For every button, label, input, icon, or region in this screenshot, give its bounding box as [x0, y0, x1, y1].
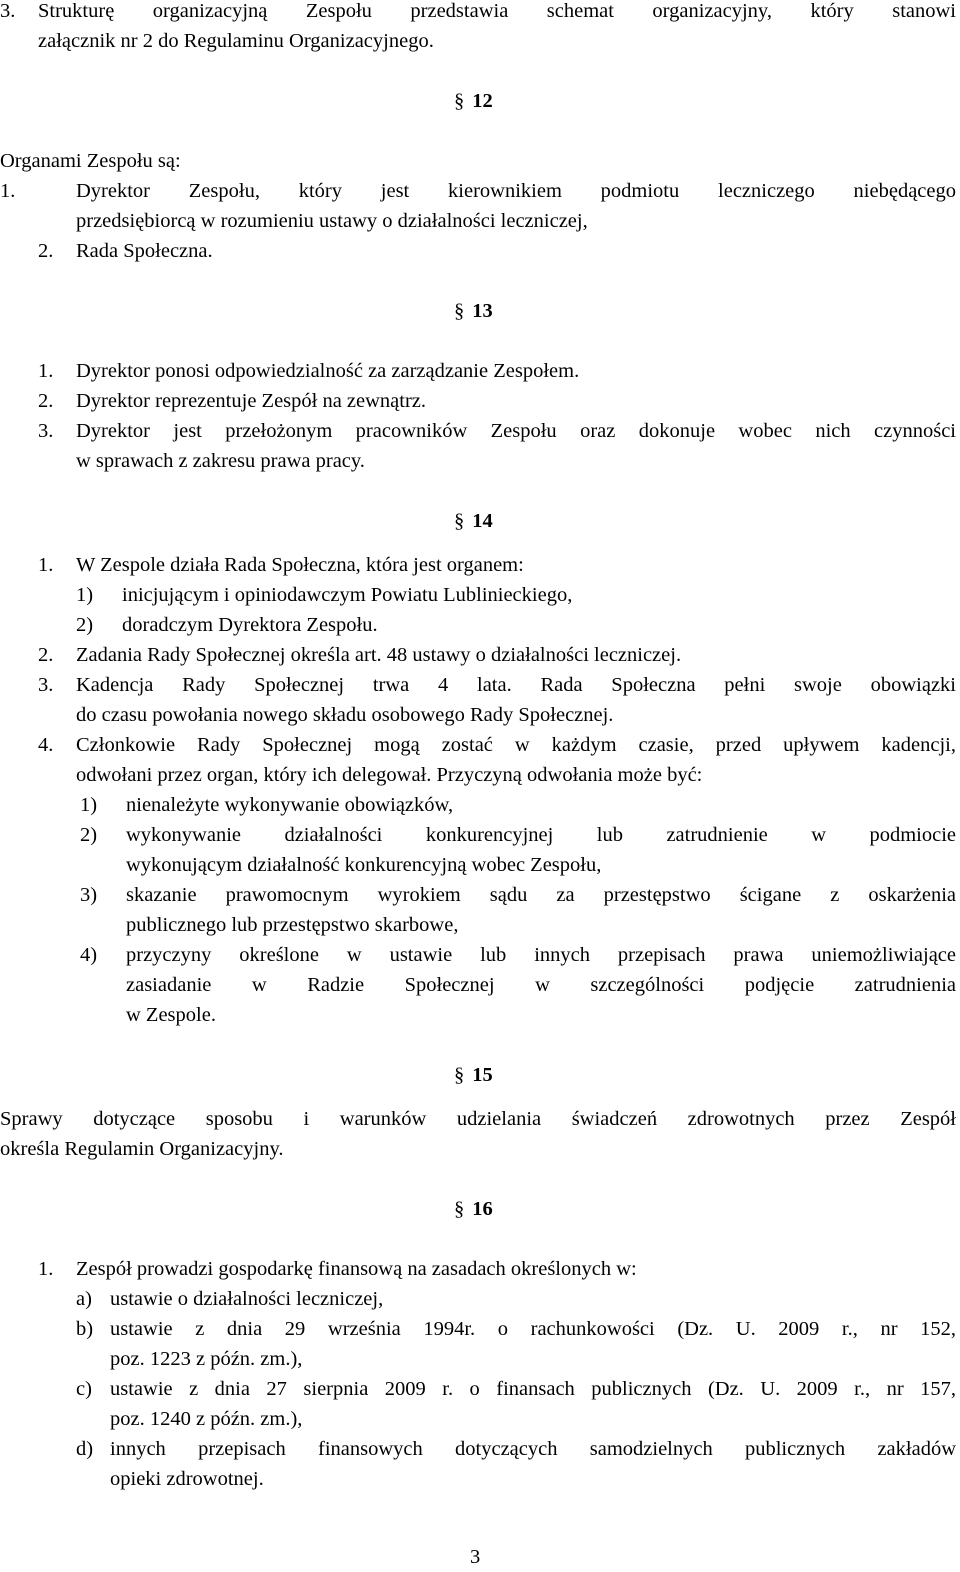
- list-item: Dyrektor reprezentuje Zespół na zewnątrz.: [76, 390, 427, 412]
- sub-list-item: nienależyte wykonywanie obowiązków,: [126, 794, 454, 816]
- item-number: 1.: [0, 180, 16, 202]
- sub-list-item: inicjującym i opiniodawczym Powiatu Lublinieckiego,: [122, 584, 573, 606]
- item-number: 3.: [0, 0, 16, 22]
- section-heading-15: [454, 1060, 493, 1090]
- section-sign: §: [454, 1198, 465, 1220]
- item-number: 4.: [38, 734, 54, 756]
- letter-item-cont: poz. 1240 z późn. zm.),: [110, 1408, 303, 1430]
- sub-list-item: wykonywanie działalności konkurencyjnej lub zatrudnienie w podmiocie: [126, 824, 956, 846]
- item-number: 1.: [38, 360, 54, 382]
- list-item: Kadencja Rady Społecznej trwa 4 lata. Rada Społeczna pełni swoje obowiązki: [76, 674, 956, 696]
- list-item: Rada Społeczna.: [76, 240, 213, 262]
- subitem-number: 2): [76, 614, 94, 636]
- section-number: 12: [472, 90, 493, 112]
- list-item: Zadania Rady Społecznej określa art. 48 ustawy o działalności leczniczej.: [76, 644, 682, 666]
- paragraph-line: Sprawy dotyczące sposobu i warunków udzielania świadczeń zdrowotnych przez Zespół: [0, 1108, 956, 1130]
- list-item-cont: odwołani przez organ, który ich delegował. Przyczyną odwołania może być:: [76, 764, 703, 786]
- list-item-cont: do czasu powołania nowego składu osobowego Rady Społecznej.: [76, 704, 614, 726]
- subitem-number: 3): [80, 884, 98, 906]
- list-item: Dyrektor Zespołu, który jest kierownikiem podmiotu leczniczego niebędącego: [76, 180, 956, 202]
- subitem-number: 1): [80, 794, 98, 816]
- paragraph-intro: Organami Zespołu są:: [0, 150, 181, 172]
- section-number: 15: [472, 1064, 493, 1086]
- letter-item-marker: d): [76, 1438, 94, 1460]
- list-item-cont: przedsiębiorcą w rozumieniu ustawy o działalności leczniczej,: [76, 210, 588, 232]
- section-heading-16: [454, 1194, 493, 1224]
- page-number: 3: [470, 1546, 481, 1568]
- section-sign: §: [454, 1064, 465, 1086]
- subitem-number: 2): [80, 824, 98, 846]
- subitem-number: 4): [80, 944, 98, 966]
- list-item-cont: w sprawach z zakresu prawa pracy.: [76, 450, 365, 472]
- letter-item: ustawie o działalności leczniczej,: [110, 1288, 384, 1310]
- letter-item-cont: opieki zdrowotnej.: [110, 1468, 264, 1490]
- section-heading-14: [454, 506, 493, 536]
- paragraph-line: załącznik nr 2 do Regulaminu Organizacyjnego.: [38, 30, 434, 52]
- item-number: 1.: [38, 554, 54, 576]
- sub-list-item: doradczym Dyrektora Zespołu.: [122, 614, 378, 636]
- letter-item: ustawie z dnia 29 września 1994r. o rachunkowości (Dz. U. 2009 r., nr 152,: [110, 1318, 956, 1340]
- list-item: Zespół prowadzi gospodarkę finansową na zasadach określonych w:: [76, 1258, 637, 1280]
- sub-list-item-cont: w Zespole.: [126, 1004, 216, 1026]
- section-sign: §: [454, 300, 465, 322]
- paragraph-line: określa Regulamin Organizacyjny.: [0, 1138, 284, 1160]
- sub-list-item: skazanie prawomocnym wyrokiem sądu za przestępstwo ścigane z oskarżenia: [126, 884, 956, 906]
- item-number: 2.: [38, 240, 54, 262]
- list-item: W Zespole działa Rada Społeczna, która jest organem:: [76, 554, 524, 576]
- item-number: 3.: [38, 420, 54, 442]
- letter-item-marker: c): [76, 1378, 92, 1400]
- section-heading-13: [454, 296, 493, 326]
- item-number: 3.: [38, 674, 54, 696]
- subitem-number: 1): [76, 584, 94, 606]
- list-item: Członkowie Rady Społecznej mogą zostać w każdym czasie, przed upływem kadencji,: [76, 734, 956, 756]
- letter-item-marker: b): [76, 1318, 94, 1340]
- section-heading-12: [454, 86, 493, 116]
- section-number: 16: [472, 1198, 493, 1220]
- letter-item: ustawie z dnia 27 sierpnia 2009 r. o finansach publicznych (Dz. U. 2009 r., nr 157,: [110, 1378, 956, 1400]
- letter-item-cont: poz. 1223 z późn. zm.),: [110, 1348, 303, 1370]
- section-number: 13: [472, 300, 493, 322]
- section-sign: §: [454, 510, 465, 532]
- list-item: Dyrektor jest przełożonym pracowników Zespołu oraz dokonuje wobec nich czynności: [76, 420, 956, 442]
- sub-list-item: przyczyny określone w ustawie lub innych przepisach prawa uniemożliwiające: [126, 944, 956, 966]
- item-number: 1.: [38, 1258, 54, 1280]
- section-sign: §: [454, 90, 465, 112]
- letter-item: innych przepisach finansowych dotyczących samodzielnych publicznych zakładów: [110, 1438, 956, 1460]
- section-number: 14: [472, 510, 493, 532]
- item-number: 2.: [38, 390, 54, 412]
- sub-list-item-cont: wykonującym działalność konkurencyjną wobec Zespołu,: [126, 854, 602, 876]
- sub-list-item-cont: zasiadanie w Radzie Społecznej w szczególności podjęcie zatrudnienia: [126, 974, 956, 996]
- letter-item-marker: a): [76, 1288, 92, 1310]
- list-item: Dyrektor ponosi odpowiedzialność za zarządzanie Zespołem.: [76, 360, 580, 382]
- item-number: 2.: [38, 644, 54, 666]
- paragraph-line: Strukturę organizacyjną Zespołu przedstawia schemat organizacyjny, który stanowi: [38, 0, 956, 22]
- sub-list-item-cont: publicznego lub przestępstwo skarbowe,: [126, 914, 459, 936]
